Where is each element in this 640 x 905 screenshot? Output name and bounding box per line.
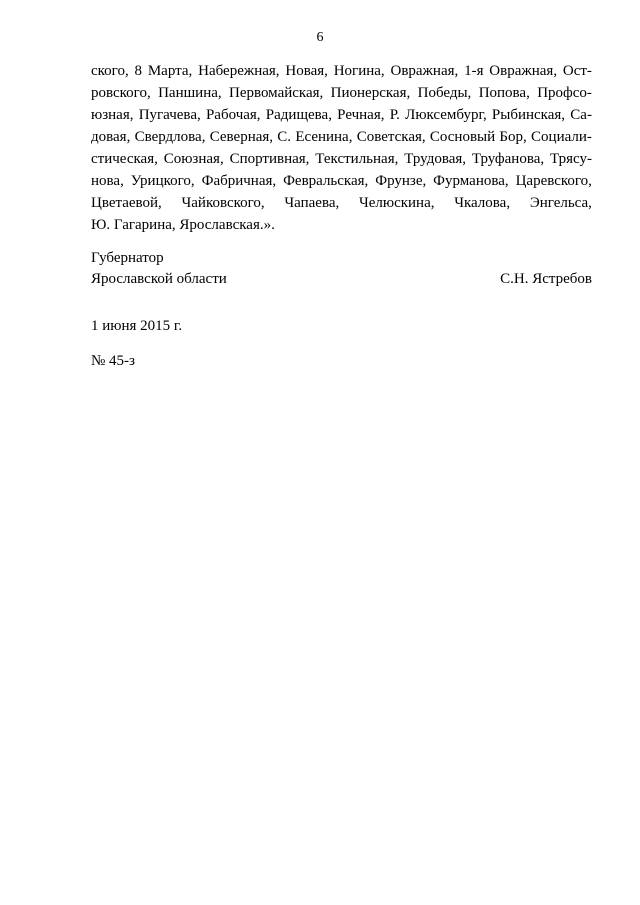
body-word: Попова,: [478, 85, 530, 101]
body-word: Речная,: [337, 107, 385, 123]
body-word: Паншина,: [158, 85, 222, 101]
body-word: Чкалова,: [454, 195, 511, 211]
body-word: Марта,: [147, 63, 193, 79]
body-word: Р.: [389, 107, 400, 123]
body-word: Пионерская,: [330, 85, 411, 101]
body-word: Спортивная,: [229, 151, 310, 167]
body-line: [91, 126, 592, 148]
body-word: Первомайская,: [229, 85, 324, 101]
body-word: С.: [277, 129, 292, 145]
body-word: 8: [134, 63, 143, 79]
body-word: Овражная,: [390, 63, 459, 79]
body-word: Набережная,: [198, 63, 280, 79]
body-word: Энгельса,: [529, 195, 592, 211]
body-word: ровского,: [91, 85, 151, 101]
body-line: [91, 104, 592, 126]
body-word: Пугачева,: [138, 107, 201, 123]
body-word: Советская,: [356, 129, 426, 145]
body-word: Фрунзе,: [375, 173, 427, 189]
signatory-name: С.Н. Ястребов: [500, 271, 592, 287]
body-word: Царевского,: [515, 173, 592, 189]
body-word: Текстильная,: [315, 151, 399, 167]
body-word: Радищева,: [265, 107, 332, 123]
signatory-title-line2: Ярославской области: [91, 271, 227, 287]
body-word: Сосновый: [429, 129, 496, 145]
body-word: Ногина,: [333, 63, 385, 79]
body-word: Бор,: [499, 129, 527, 145]
body-word: Чайковского,: [181, 195, 265, 211]
body-word: Новая,: [285, 63, 328, 79]
body-word: Фурманова,: [433, 173, 509, 189]
body-word: Челюскина,: [358, 195, 435, 211]
body-line: [91, 82, 592, 104]
body-word: Трясу-: [550, 151, 592, 167]
body-word: Урицкого,: [130, 173, 195, 189]
body-word: Социали-: [531, 129, 592, 145]
body-word: Фабричная,: [201, 173, 277, 189]
body-word: Овражная,: [489, 63, 558, 79]
body-word: Свердлова,: [134, 129, 206, 145]
signatory-row: [91, 269, 592, 290]
document-number: № 45-з: [91, 353, 135, 369]
body-word: юзная,: [91, 107, 134, 123]
body-word: довая,: [91, 129, 131, 145]
body-word: ского,: [91, 63, 129, 79]
body-word: Чапаева,: [284, 195, 340, 211]
body-word: Труфанова,: [471, 151, 545, 167]
body-line: [91, 170, 592, 192]
body-line: [91, 148, 592, 170]
body-line: [91, 192, 592, 214]
body-word: Са-: [570, 107, 592, 123]
document-date: 1 июня 2015 г.: [91, 318, 183, 334]
body-word: Есенина,: [295, 129, 353, 145]
body-line: Ю. Гагарина, Ярославская.».: [91, 217, 275, 233]
body-word: Рыбинская,: [491, 107, 566, 123]
body-word: стическая,: [91, 151, 158, 167]
body-word: Профсо-: [537, 85, 592, 101]
page-number: 6: [316, 30, 324, 45]
body-word: нова,: [91, 173, 124, 189]
body-word: Победы,: [417, 85, 472, 101]
body-text: [91, 60, 592, 236]
body-word: Северная,: [209, 129, 274, 145]
body-line: [91, 60, 592, 82]
body-word: Февральская,: [283, 173, 369, 189]
body-word: Ост-: [562, 63, 592, 79]
signatory-title-line1: Губернатор: [91, 250, 164, 266]
signature-block: [91, 248, 592, 290]
body-word: Люксембург,: [405, 107, 487, 123]
body-word: 1-я: [464, 63, 484, 79]
body-word: Рабочая,: [205, 107, 261, 123]
body-word: Союзная,: [163, 151, 224, 167]
body-word: Цветаевой,: [91, 195, 162, 211]
body-word: Трудовая,: [404, 151, 467, 167]
